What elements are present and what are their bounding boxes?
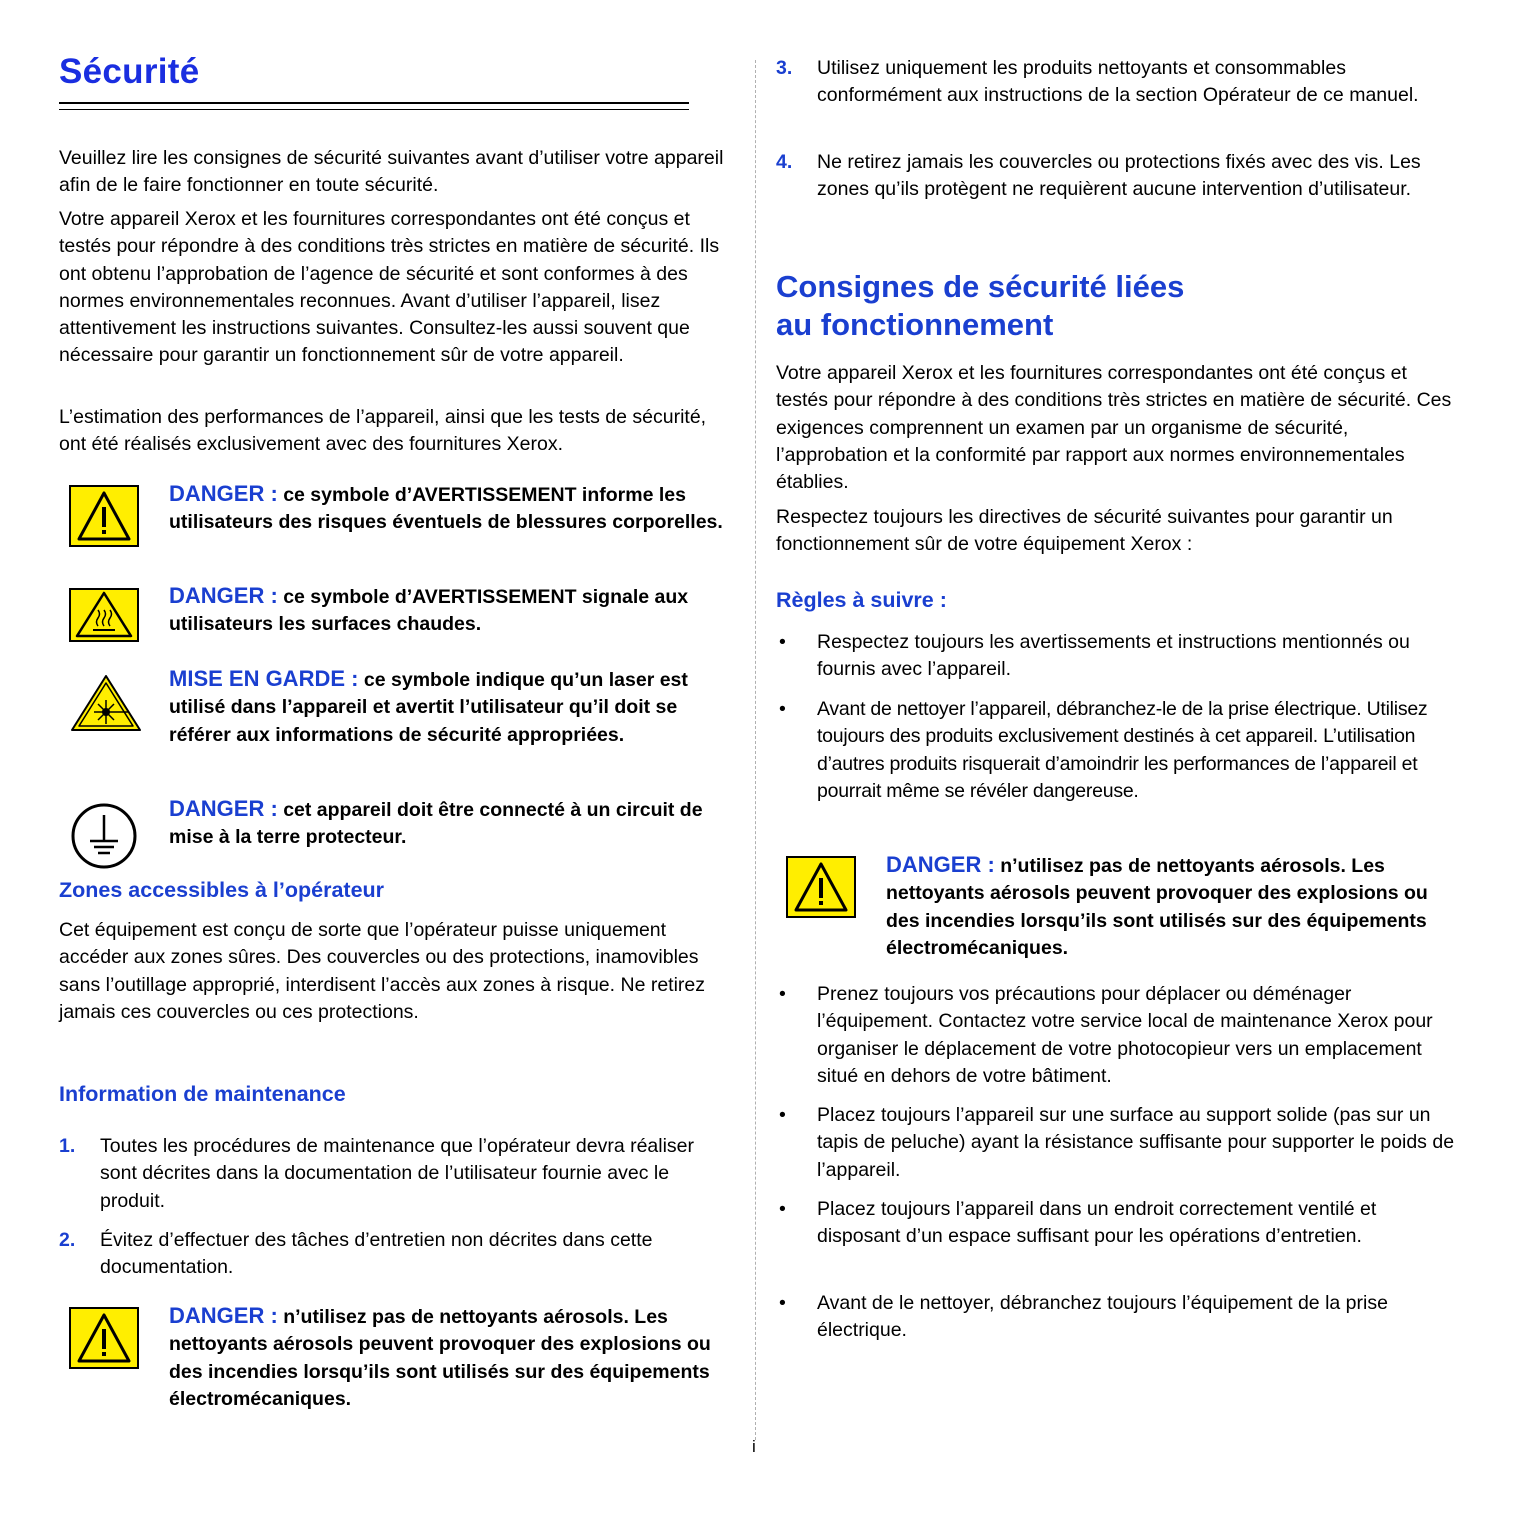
list-item-text: Ne retirez jamais les couvercles ou protections fixés avec des vis. Les zones qu’ils protègent ne requièrent aucune intervention d’utilisateur.: [817, 151, 1421, 201]
bullet: •: [779, 1292, 786, 1314]
warning-keyword: DANGER :: [169, 796, 278, 821]
intro-paragraph-2: Votre appareil Xerox et les fournitures correspondantes ont été conçus et testés pour répondre à des conditions très strictes en matière de sécurité. Ils ont obtenu l’approbation de l’agence de sécurité et sont conformes à des normes environnementales reconnues. Avant d’utiliser l’appareil, lisez attentivement les instructions suivantes. Consultez-les aussi souvent que nécessaire pour garantir un fonctionnement sûr de votre appareil.: [59, 208, 720, 367]
hot-surface-icon: [69, 588, 139, 642]
page-title: Sécurité: [59, 52, 200, 91]
bullet-text: Avant de nettoyer l’appareil, débranchez-le de la prise électrique. Utilisez toujours des produits exclusivement destinés à cet appareil. L’utilisation d’autres produits risquerait d’amoindrir les performances de l’appareil et pourrait même se révéler dangereuse.: [817, 698, 1428, 802]
bullet-item: [776, 1196, 1456, 1251]
column-divider: [755, 60, 756, 1440]
intro-paragraph-3: L’estimation des performances de l’appareil, ainsi que les tests de sécurité, ont été réalisés exclusivement avec des fournitures Xerox.: [59, 406, 707, 456]
intro-paragraph-1: Veuillez lire les consignes de sécurité suivantes avant d’utiliser votre appareil afin de le faire fonctionner en toute sécurité.: [59, 147, 724, 197]
title-rule-thin: [59, 109, 689, 110]
list-item-text: Toutes les procédures de maintenance que l’opérateur devra réaliser sont décrites dans la documentation de l’utilisateur fournie avec le produit.: [100, 1135, 695, 1212]
page-number: i: [752, 1437, 756, 1456]
bullet-text: Placez toujours l’appareil sur une surface au support solide (pas sur un tapis de peluche) ayant la résistance suffisante pour supporter le poids de l’appareil.: [817, 1104, 1455, 1181]
bullet-item: [776, 629, 1456, 684]
zones-paragraph: Cet équipement est conçu de sorte que l’opérateur puisse uniquement accéder aux zones sûres. Des couvercles ou des protections, inamovibles sans l’outillage approprié, interdisent l’accès aux zones à risque. Ne retirez jamais ces couvercles ou ces protections.: [59, 919, 706, 1023]
warning-triangle-icon: [69, 485, 139, 547]
list-number: 1.: [59, 1135, 76, 1157]
section-heading: Règles à suivre :: [776, 588, 947, 612]
bullet-text: Avant de le nettoyer, débranchez toujours l’équipement de la prise électrique.: [817, 1292, 1388, 1342]
warning-keyword: DANGER :: [886, 852, 995, 877]
warning-text: n’utilisez pas de nettoyants aérosols. Les nettoyants aérosols peuvent provoquer des explosions ou des incendies lorsqu’ils sont utilisés sur des équipements électromécaniques.: [886, 855, 1428, 959]
bullet-item: [776, 981, 1456, 1090]
bullet-item: [776, 696, 1456, 805]
bullet: •: [779, 983, 786, 1005]
bullet-text: Placez toujours l’appareil dans un endroit correctement ventilé et disposant d’un espace suffisant pour les opérations d’entretien.: [817, 1198, 1377, 1248]
section-title: [776, 268, 1184, 344]
warning-text: ce symbole indique qu’un laser est utilisé dans l’appareil et avertit l’utilisateur qu’il doit se référer aux informations de sécurité appropriées.: [169, 669, 688, 746]
laser-icon: [69, 673, 143, 733]
warning-triangle-icon: [69, 1307, 139, 1369]
warning-keyword: DANGER :: [169, 481, 278, 506]
warning-text: n’utilisez pas de nettoyants aérosols. Les nettoyants aérosols peuvent provoquer des explosions ou des incendies lorsqu’ils sont utilisés sur des équipements électromécaniques.: [169, 1306, 711, 1410]
bullet-text: Prenez toujours vos précautions pour déplacer ou déménager l’équipement. Contactez votre service local de maintenance Xerox pour organiser le déplacement de votre photocopieur vers un emplacement situé en dehors de votre bâtiment.: [817, 983, 1433, 1087]
list-item-text: Utilisez uniquement les produits nettoyants et consommables conformément aux instructions de la section Opérateur de ce manuel.: [817, 57, 1419, 107]
warning-text: cet appareil doit être connecté à un circuit de mise à la terre protecteur.: [169, 799, 703, 849]
list-item-text: Évitez d’effectuer des tâches d’entretien non décrites dans cette documentation.: [100, 1229, 653, 1279]
warning-text: ce symbole d’AVERTISSEMENT informe les utilisateurs des risques éventuels de blessures corporelles.: [169, 484, 723, 534]
bullet: •: [779, 698, 786, 720]
list-item: [776, 55, 1456, 110]
list-number: 2.: [59, 1229, 76, 1251]
list-number: 3.: [776, 57, 793, 79]
list-item: [59, 1227, 736, 1282]
bullet-text: Respectez toujours les avertissements et instructions mentionnés ou fournis avec l’appareil.: [817, 631, 1410, 681]
operation-paragraph-2: Respectez toujours les directives de sécurité suivantes pour garantir un fonctionnement sûr de votre équipement Xerox :: [776, 506, 1393, 556]
list-number: 4.: [776, 151, 793, 173]
warning-keyword: MISE EN GARDE :: [169, 666, 359, 691]
section-title-line-2: au fonctionnement: [776, 307, 1054, 342]
section-heading: Zones accessibles à l’opérateur: [59, 878, 385, 902]
warning-text: ce symbole d’AVERTISSEMENT signale aux utilisateurs les surfaces chaudes.: [169, 586, 689, 636]
warning-keyword: DANGER :: [169, 1303, 278, 1328]
bullet: •: [779, 1104, 786, 1126]
operation-paragraph-1: Votre appareil Xerox et les fournitures correspondantes ont été conçus et testés pour répondre à des conditions très strictes en matière de sécurité. Ces exigences comprennent un examen par un organisme de sécurité, l’approbation et la conformité par rapport aux normes environnementales établies.: [776, 362, 1452, 494]
warning-triangle-icon: [786, 856, 856, 918]
section-title-line-1: Consignes de sécurité liées: [776, 269, 1185, 304]
warning-keyword: DANGER :: [169, 583, 278, 608]
bullet-item: [776, 1102, 1456, 1184]
bullet: •: [779, 631, 786, 653]
title-rule: [59, 102, 689, 104]
list-item: [59, 1133, 736, 1215]
bullet-item: [776, 1290, 1456, 1345]
section-heading: Information de maintenance: [59, 1082, 346, 1106]
bullet: •: [779, 1198, 786, 1220]
list-item: [776, 149, 1456, 204]
ground-icon: [69, 801, 139, 871]
